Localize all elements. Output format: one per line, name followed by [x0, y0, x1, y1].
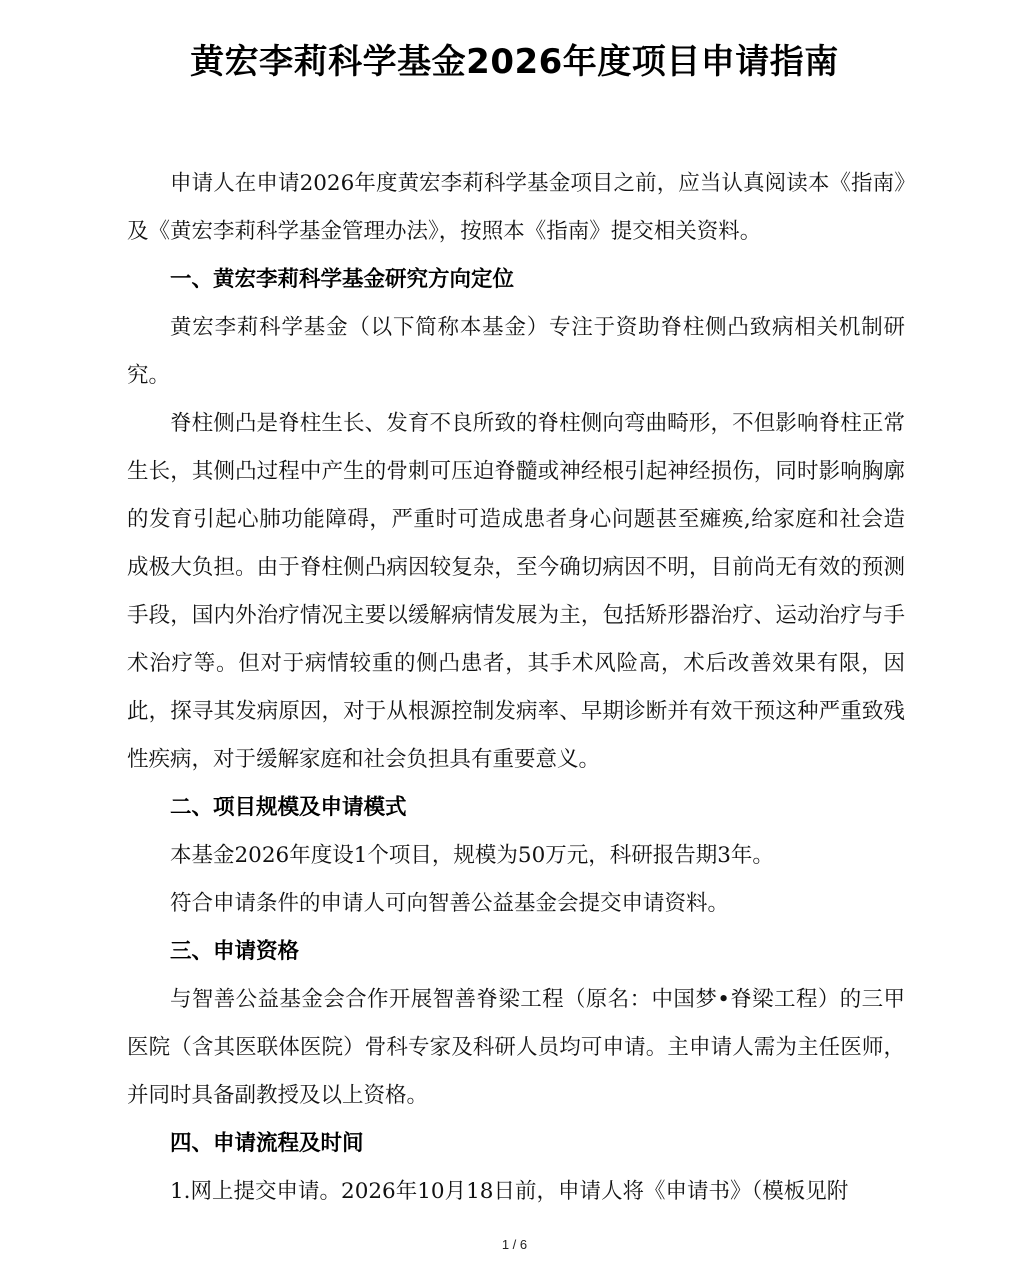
document-title: 黄宏李莉科学基金2026年度项目申请指南 — [190, 42, 839, 82]
paragraph: 与智善公益基金会合作开展智善脊梁工程（原名：中国梦•脊梁工程）的三甲医院（含其医联体医院）骨科专家及科研人员均可申请。主申请人需为主任医师，并同时具备副教授及以上资格。 — [127, 987, 905, 1108]
paragraph: 1.网上提交申请。2026年10月18日前，申请人将《申请书》（模板见附 — [170, 1179, 849, 1204]
paragraph: 本基金2026年度设1个项目，规模为50万元，科研报告期3年。 — [170, 843, 774, 868]
section-heading-eligibility: 三、申请资格 — [170, 939, 300, 964]
document-body — [127, 160, 905, 1216]
paragraph: 脊柱侧凸是脊柱生长、发育不良所致的脊柱侧向弯曲畸形，不但影响脊柱正常生长，其侧凸过程中产生的骨刺可压迫脊髓或神经根引起神经损伤，同时影响胸廓的发育引起心肺功能障碍，严重时可造成患者身心问题甚至瘫痪,给家庭和社会造成极大负担。由于脊柱侧凸病因较复杂，至今确切病因不明，目前尚无有效的预测手段，国内外治疗情况主要以缓解病情发展为主，包括矫形器治疗、运动治疗与手术治疗等。但对于病情较重的侧凸患者，其手术风险高，术后改善效果有限，因此，探寻其发病原因，对于从根源控制发病率、早期诊断并有效干预这种严重致残性疾病，对于缓解家庭和社会负担具有重要意义。 — [127, 411, 905, 772]
paragraph: 黄宏李莉科学基金（以下简称本基金）专注于资助脊柱侧凸致病相关机制研究。 — [127, 315, 905, 388]
paragraph: 符合申请条件的申请人可向智善公益基金会提交申请资料。 — [170, 891, 730, 916]
section-heading-project-scale: 二、项目规模及申请模式 — [170, 795, 407, 820]
page-number: 1 / 6 — [501, 1237, 528, 1252]
section-heading-process-timeline: 四、申请流程及时间 — [170, 1131, 364, 1156]
intro-paragraph: 申请人在申请2026年度黄宏李莉科学基金项目之前，应当认真阅读本《指南》及《黄宏李莉科学基金管理办法》，按照本《指南》提交相关资料。 — [127, 171, 905, 244]
section-heading-research-direction: 一、黄宏李莉科学基金研究方向定位 — [170, 267, 515, 292]
